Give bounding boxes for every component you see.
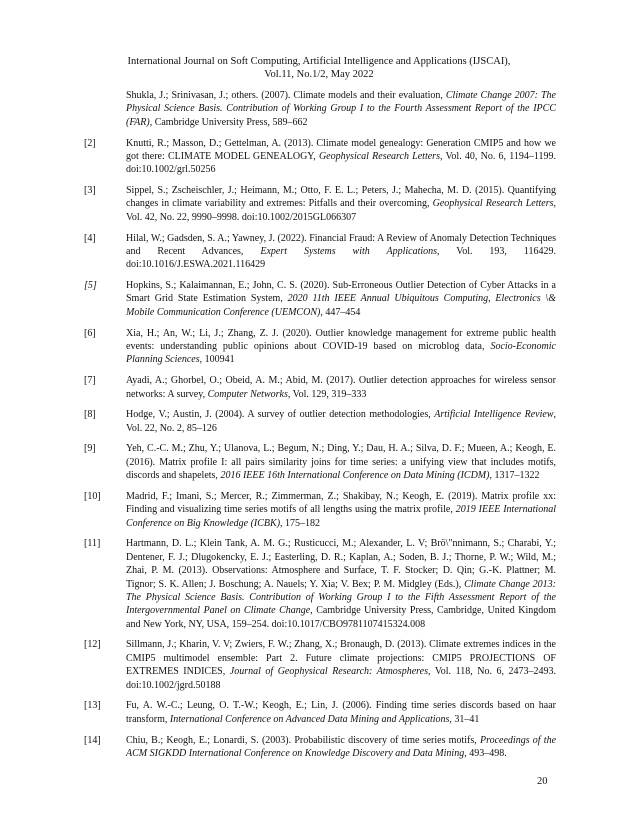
- reference-source-title: Journal of Geophysical Research: Atmospheres: [229, 666, 428, 678]
- reference-entry: [84, 137, 556, 177]
- reference-text: [126, 699, 556, 726]
- reference-source-title: Socio-Economic Planning Sciences: [126, 340, 556, 366]
- reference-number: [7]: [84, 375, 96, 387]
- reference-source-title: Proceedings of the ACM SIGKDD International Conference on Knowledge Discovery and Data Mining: [126, 734, 557, 759]
- reference-number: [9]: [84, 443, 96, 455]
- reference-source-title: 2020 11th IEEE Annual Ubiquitous Computing, Electronics \& Mobile Communication Conference (UEMCON): [126, 293, 556, 318]
- reference-text-segment: , 493–498.: [464, 747, 507, 759]
- reference-entry: [84, 699, 556, 726]
- reference-text-segment: , Vol. 129, 319–333: [287, 388, 367, 400]
- reference-text-segment: , 175–182: [280, 517, 321, 529]
- reference-entry: [84, 537, 556, 631]
- reference-entry: [84, 638, 556, 692]
- reference-text-segment: Sippel, S.; Zscheischler, J.; Heimann, M.; Otto, F. E. L.; Peters, J.; Mahecha, M. D. (2015). Quantifying changes in climate variability and extremes: Pitfalls and their overcoming,: [126, 185, 556, 210]
- reference-entry: [84, 734, 556, 761]
- reference-text: [126, 327, 556, 367]
- reference-text: [126, 537, 556, 631]
- reference-entry: [84, 279, 556, 319]
- reference-number: [10]: [84, 490, 101, 502]
- reference-text-segment: , Cambridge University Press, 589–662: [149, 116, 308, 128]
- reference-number: [14]: [84, 734, 101, 746]
- reference-text: [126, 490, 556, 530]
- reference-text-segment: Hartmann, D. L.; Klein Tank, A. M. G.; Rusticucci, M.; Alexander, L. V; Brö\"nnimann, S.; Charabi, Y.; Dentener, F. J.; Dlugokencky, E. J.; Easterling, D. R.; Kaplan, A.; Soden, B. J.; Thorne, P. W.; Wild, M.; Zhai, P. M. (2013). Observations: Atmosphere and Surface, T. F. Stocker; D. Qin; G.-K. Plattner; M. Tignor; S. K. Allen; J. Boschung; A. Nauels; Y. Xia; V. Bex; P. M. Midgley (Eds.),: [126, 538, 556, 590]
- page-number: 20: [537, 776, 548, 787]
- reference-text: [126, 734, 556, 761]
- reference-text-segment: , 1317–1322: [489, 470, 540, 482]
- reference-source-title: Geophysical Research Letters: [432, 198, 554, 210]
- reference-text: [126, 408, 556, 435]
- reference-source-title: 2016 IEEE 16th International Conference on Data Mining (ICDM): [220, 470, 490, 482]
- reference-number: [8]: [84, 409, 96, 421]
- reference-text-segment: Knutti, R.; Masson, D.; Gettelman, A. (2013). Climate model genealogy: Generation CMIP5 and how we got there: CLIMATE MODEL GENEALOGY,: [126, 137, 556, 162]
- reference-entry: [84, 232, 556, 272]
- reference-text-segment: Chiu, B.; Keogh, E.; Lonardi, S. (2003). Probabilistic discovery of time series motifs,: [126, 734, 480, 746]
- reference-source-title: Expert Systems with Applications: [260, 245, 438, 257]
- reference-number: [13]: [84, 700, 101, 712]
- reference-number: [11]: [84, 538, 101, 550]
- reference-text-segment: Shukla, J.; Srinivasan, J.; others. (2007). Climate models and their evaluation,: [126, 90, 446, 101]
- reference-entry: [84, 442, 556, 482]
- reference-text-segment: , Vol. 42, No. 22, 9990–9998. doi:10.1002/2015GL066307: [126, 198, 556, 223]
- reference-text: [126, 374, 556, 401]
- reference-entry: [84, 490, 556, 530]
- reference-text-segment: , 447–454: [320, 306, 361, 318]
- reference-entry: [84, 327, 556, 367]
- reference-source-title: Artificial Intelligence Review: [434, 409, 554, 421]
- reference-text-segment: Fu, A. W.-C.; Leung, O. T.-W.; Keogh, E.; Lin, J. (2006). Finding time series discords based on haar transform,: [126, 700, 556, 725]
- reference-number: [6]: [84, 327, 96, 339]
- reference-text-segment: , Vol. 118, No. 6, 2473–2493. doi:10.1002/jgrd.50188: [126, 666, 556, 691]
- reference-text-segment: Xia, H.; An, W.; Li, J.; Zhang, Z. J. (2020). Outlier knowledge management for extreme public health events: understanding public opinions about COVID-19 based on microblog data,: [126, 327, 556, 352]
- journal-volume: Vol.11, No.1/2, May 2022: [264, 69, 374, 80]
- reference-list: [84, 89, 556, 768]
- reference-number: [4]: [84, 232, 96, 244]
- reference-text: [126, 279, 556, 319]
- reference-text-segment: , Vol. 193, 116429. doi:10.1016/J.ESWA.2021.116429: [126, 245, 556, 271]
- reference-source-title: Geophysical Research Letters: [318, 150, 440, 162]
- reference-entry: [84, 408, 556, 435]
- reference-source-title: Climate Change 2007: The Physical Science Basis. Contribution of Working Group I to the Fourth Assessment Report of the IPCC (FAR): [126, 90, 556, 128]
- reference-text: [126, 638, 556, 692]
- reference-text: [126, 232, 556, 272]
- reference-text-segment: , Vol. 22, No. 2, 85–126: [126, 409, 556, 434]
- reference-number: [2]: [84, 137, 96, 149]
- reference-source-title: 2019 IEEE International Conference on Big Knowledge (ICBK): [126, 504, 556, 529]
- reference-number: [3]: [84, 185, 96, 197]
- reference-text-segment: Hilal, W.; Gadsden, S. A.; Yawney, J. (2022). Financial Fraud: A Review of Anomaly Detection Techniques and Recent Advances,: [126, 232, 556, 257]
- reference-text-segment: Hopkins, S.; Kalaimannan, E.; John, C. S. (2020). Sub-Erroneous Outlier Detection of Cyber Attacks in a Smart Grid State Estimation System,: [126, 280, 556, 305]
- reference-text-segment: , 100941: [199, 354, 235, 366]
- running-header: [0, 55, 638, 81]
- reference-entry: [84, 374, 556, 401]
- reference-text-segment: Sillmann, J.; Kharin, V. V; Zwiers, F. W.; Zhang, X.; Bronaugh, D. (2013). Climate extremes indices in the CMIP5 multimodel ensemble: Part 2. Future climate projections: CMIP5 PROJECTIONS OF EXTREMES INDICES,: [126, 639, 556, 678]
- reference-text: [126, 137, 556, 177]
- journal-title: International Journal on Soft Computing, Artificial Intelligence and Applications (IJSCAI),: [127, 56, 511, 67]
- reference-text-segment: Hodge, V.; Austin, J. (2004). A survey of outlier detection methodologies,: [126, 409, 435, 421]
- reference-text-segment: , Cambridge University Press, Cambridge, United Kingdom and New York, NY, USA, 159–254. doi:10.1017/CBO9781107415324.008: [126, 605, 556, 630]
- reference-text: [126, 89, 556, 129]
- reference-text: [126, 184, 556, 224]
- reference-entry: [84, 184, 556, 224]
- reference-text-segment: Ayadi, A.; Ghorbel, O.; Obeid, A. M.; Abid, M. (2017). Outlier detection approaches for wireless sensor networks: A survey,: [126, 375, 556, 400]
- reference-text: [126, 442, 556, 482]
- reference-text-segment: , Vol. 40, No. 6, 1194–1199. doi:10.1002/grl.50256: [126, 150, 557, 176]
- reference-source-title: Computer Networks: [207, 388, 288, 400]
- reference-source-title: International Conference on Advanced Data Mining and Applications: [169, 713, 450, 725]
- reference-number: [12]: [84, 639, 101, 651]
- reference-text-segment: Madrid, F.; Imani, S.; Mercer, R.; Zimmerman, Z.; Shakibay, N.; Keogh, E. (2019). Matrix profile xx: Finding and visualizing time series motifs of all lengths using the matrix profile,: [126, 490, 556, 516]
- reference-text-segment: Yeh, C.-C. M.; Zhu, Y.; Ulanova, L.; Begum, N.; Ding, Y.; Dau, H. A.; Silva, D. F.; Mueen, A.; Keogh, E. (2016). Matrix profile I: all pairs similarity joins for time series: a unifying view that includes motifs, discords and shapelets,: [126, 443, 556, 482]
- reference-text-segment: , 31–41: [449, 713, 480, 725]
- reference-number: [5]: [84, 280, 97, 292]
- reference-entry: [84, 89, 556, 129]
- reference-source-title: Climate Change 2013: The Physical Science Basis. Contribution of Working Group I to the Fifth Assessment Report of the Intergovernmental Panel on Climate Change: [126, 578, 556, 617]
